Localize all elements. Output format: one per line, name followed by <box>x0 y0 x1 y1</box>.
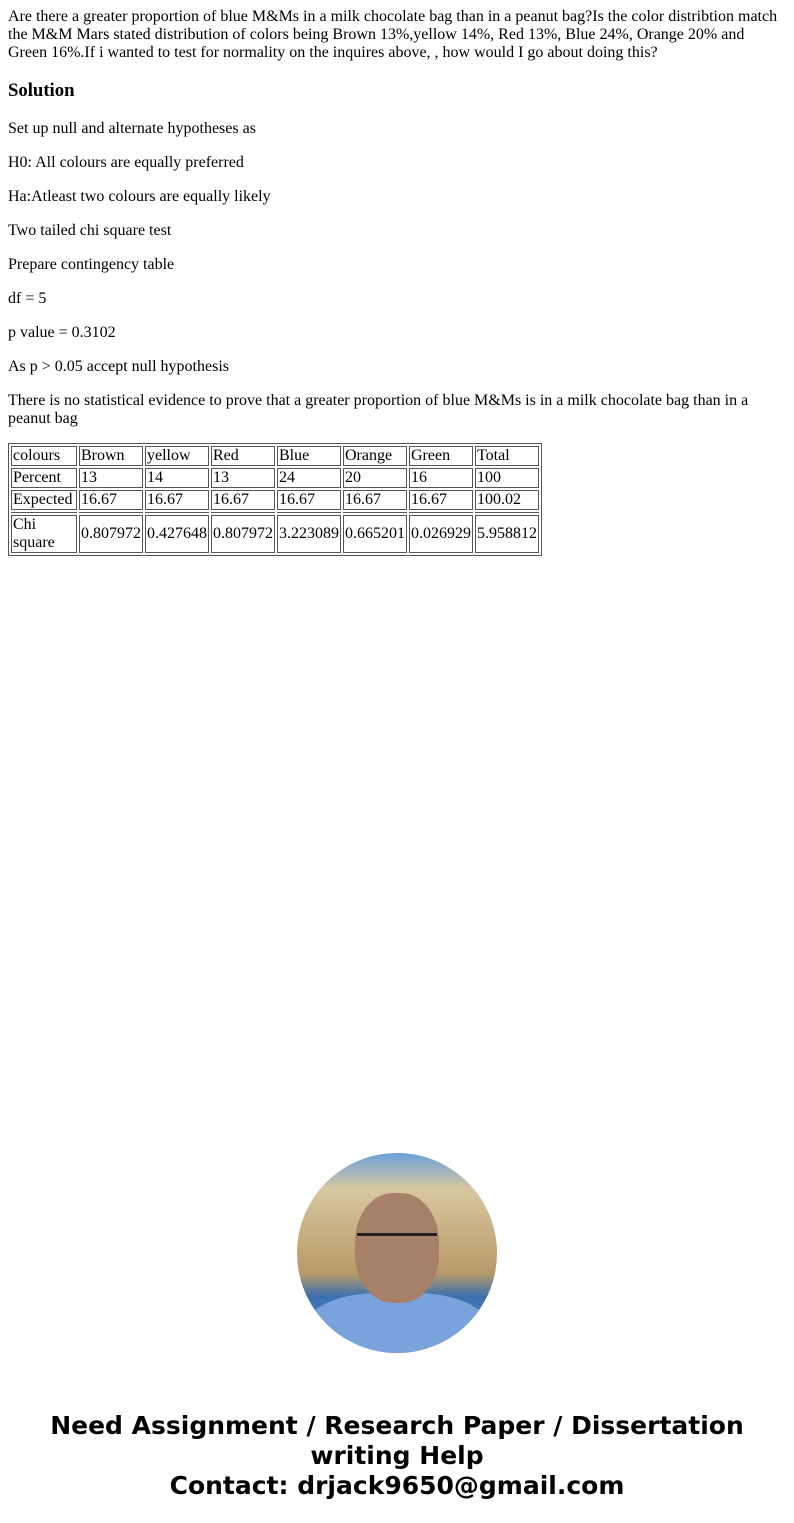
table-cell: 20 <box>343 468 407 488</box>
table-cell: 16 <box>409 468 473 488</box>
solution-paragraph: Ha:Atleast two colours are equally likely <box>8 188 271 205</box>
table-cell: Expected <box>11 490 77 510</box>
question-text: Are there a greater proportion of blue M&Ms in a milk chocolate bag than in a peanut bag?Is the color distribtion match the M&M Mars stated distribution of colors being Brown 13%,yellow 14%, Red 13%, Blue 24%, Orange 20% and Green 16%.If i wanted to test for normality on the inquires above, , how would I go about doing this? <box>8 8 778 61</box>
solution-paragraph: There is no statistical evidence to prove that a greater proportion of blue M&Ms is in a milk chocolate bag than in a peanut bag <box>8 392 749 427</box>
table-cell: 0.807972 <box>211 515 275 553</box>
solution-paragraph: p value = 0.3102 <box>8 324 116 341</box>
table-cell: 100.02 <box>475 490 539 510</box>
author-photo <box>297 1153 497 1353</box>
table-cell: 5.958812 <box>475 515 539 553</box>
table-cell: 24 <box>277 468 341 488</box>
table-cell: 0.427648 <box>145 515 209 553</box>
table-cell: 0.807972 <box>79 515 143 553</box>
table-row <box>11 515 539 553</box>
solution-paragraph: df = 5 <box>8 290 47 307</box>
table-row <box>11 468 539 488</box>
table-cell: 16.67 <box>277 490 341 510</box>
table-cell: 16.67 <box>409 490 473 510</box>
table-cell: 13 <box>79 468 143 488</box>
table-row <box>11 446 539 466</box>
table-cell: 16.67 <box>79 490 143 510</box>
table-cell: Total <box>475 446 539 466</box>
table-cell: 16.67 <box>211 490 275 510</box>
table-cell: Red <box>211 446 275 466</box>
table-cell: Chi square <box>11 515 77 553</box>
table-cell: 0.026929 <box>409 515 473 553</box>
footer-help-text: Need Assignment / Research Paper / Dissertation writing Help <box>50 1411 744 1470</box>
table-row <box>11 490 539 510</box>
footer-banner <box>8 1411 786 1501</box>
table-cell: Brown <box>79 446 143 466</box>
table-cell: 16.67 <box>343 490 407 510</box>
table-cell: Blue <box>277 446 341 466</box>
table-cell: Orange <box>343 446 407 466</box>
footer-contact: Contact: drjack9650@gmail.com <box>169 1471 625 1500</box>
table-cell: Percent <box>11 468 77 488</box>
chi-square-table <box>8 443 542 556</box>
solution-paragraph: As p > 0.05 accept null hypothesis <box>8 358 229 375</box>
solution-paragraph: Prepare contingency table <box>8 256 175 273</box>
table-cell: 0.665201 <box>343 515 407 553</box>
table-cell: 13 <box>211 468 275 488</box>
table-cell: colours <box>11 446 77 466</box>
table-cell: yellow <box>145 446 209 466</box>
table-cell: 14 <box>145 468 209 488</box>
table-cell: Green <box>409 446 473 466</box>
solution-heading: Solution <box>8 80 75 101</box>
solution-paragraph: Set up null and alternate hypotheses as <box>8 120 256 137</box>
solution-paragraph: Two tailed chi square test <box>8 222 172 239</box>
table-cell: 3.223089 <box>277 515 341 553</box>
solution-paragraph: H0: All colours are equally preferred <box>8 154 244 171</box>
table-cell: 100 <box>475 468 539 488</box>
table-cell: 16.67 <box>145 490 209 510</box>
